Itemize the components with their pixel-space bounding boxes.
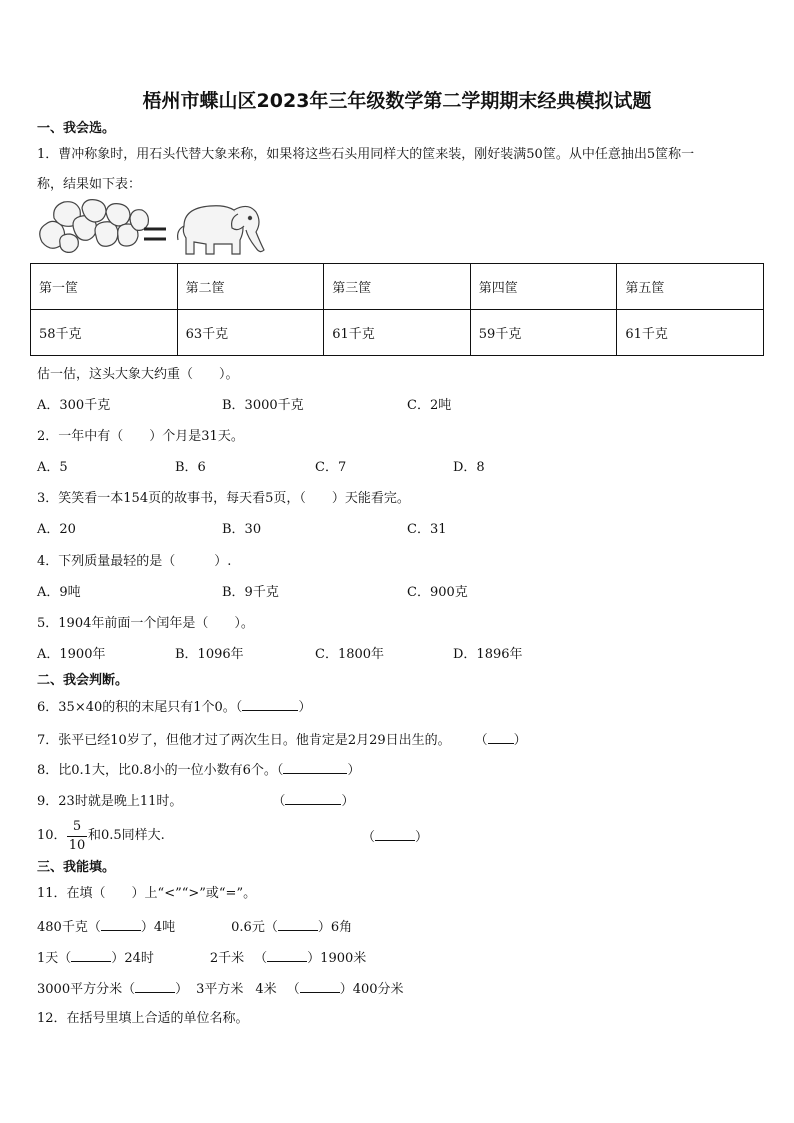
q1-option-a[interactable]: A．300千克 — [37, 398, 111, 413]
compare-blank[interactable] — [300, 980, 340, 993]
q1-option-c[interactable]: C．2吨 — [407, 398, 452, 413]
table-header-cell: 第四筐 — [470, 264, 617, 310]
table-cell: 61千克 — [617, 310, 764, 356]
question-4: 4．下列质量最轻的是（ ）. — [37, 554, 232, 569]
compare-left: 2千米 — [209, 951, 245, 966]
compare-row-3: 3000平方分米（ ） 3平方米 4米 （ ）400分米 — [37, 982, 404, 997]
q5-option-c[interactable]: C．1800年 — [315, 647, 385, 662]
q4-option-c[interactable]: C．900克 — [407, 585, 468, 600]
table-header-cell: 第二筐 — [177, 264, 324, 310]
compare-left: 4米 — [255, 982, 277, 997]
compare-right: 24时 — [124, 951, 154, 966]
compare-blank[interactable] — [135, 980, 175, 993]
question-10-answer: （ ） — [362, 830, 429, 845]
compare-blank[interactable] — [101, 918, 141, 931]
q3-option-c[interactable]: C．31 — [407, 522, 447, 537]
compare-blank[interactable] — [71, 949, 111, 962]
compare-row-1: 480千克（ ）4吨 0.6元（ ）6角 — [37, 920, 353, 935]
compare-right: 4吨 — [153, 920, 176, 935]
fraction-denominator: 10 — [68, 838, 86, 853]
q2-option-b[interactable]: B．6 — [175, 460, 206, 475]
compare-right: 400分米 — [352, 982, 404, 997]
question-7-text: 7．张平已经10岁了，但他才过了两次生日。他肯定是2月29日出生的。 — [37, 733, 451, 748]
question-12: 12．在括号里填上合适的单位名称。 — [37, 1011, 249, 1026]
q2-option-a[interactable]: A．5 — [37, 460, 68, 475]
question-5: 5．1904年前面一个闰年是（ ）。 — [37, 616, 254, 631]
section-heading-judge: 二、我会判断。 — [37, 673, 129, 688]
compare-blank[interactable] — [278, 918, 318, 931]
compare-left: 3000平方分米 — [37, 982, 123, 997]
table-cell: 61千克 — [324, 310, 471, 356]
compare-left: 480千克 — [37, 920, 88, 935]
table-cell: 58千克 — [31, 310, 178, 356]
q2-option-d[interactable]: D．8 — [453, 460, 485, 475]
table-cell: 63千克 — [177, 310, 324, 356]
question-6-text: 6．35×40的积的末尾只有1个0。 — [37, 700, 236, 715]
compare-left: 0.6元 — [231, 920, 265, 935]
stones-equals-elephant-illustration — [34, 196, 274, 262]
compare-row-2: 1天（ ）24时 2千米 （ ）1900米 — [37, 951, 367, 966]
elephant-icon — [178, 206, 264, 254]
question-9: 9．23时就是晚上11时。 （ ） — [37, 794, 355, 809]
question-2: 2．一年中有（ ）个月是31天。 — [37, 429, 244, 444]
question-8-text: 8．比0.1大，比0.8小的一位小数有6个。 — [37, 763, 277, 778]
table-cell: 59千克 — [470, 310, 617, 356]
answer-blank[interactable] — [283, 761, 347, 774]
question-8: 8．比0.1大，比0.8小的一位小数有6个。（ ） — [37, 763, 361, 778]
question-7: 7．张平已经10岁了，但他才过了两次生日。他肯定是2月29日出生的。 （ ） — [37, 733, 527, 748]
table-row — [31, 310, 764, 356]
question-10-prefix: 10． — [37, 828, 67, 843]
q2-option-c[interactable]: C．7 — [315, 460, 347, 475]
question-1-prompt: 估一估，这头大象大约重（ ）。 — [37, 367, 239, 382]
stones-pile-icon — [40, 200, 149, 253]
question-6: 6．35×40的积的末尾只有1个0。（ ） — [37, 700, 312, 715]
question-3: 3．笑笑看一本154页的故事书，每天看5页，（ ）天能看完。 — [37, 491, 410, 506]
weights-table — [30, 263, 764, 356]
q4-option-a[interactable]: A．9吨 — [37, 585, 81, 600]
answer-blank[interactable] — [375, 828, 415, 841]
compare-right: 6角 — [330, 920, 353, 935]
q5-option-d[interactable]: D．1896年 — [453, 647, 523, 662]
answer-blank[interactable] — [242, 698, 298, 711]
question-1-line-2: 称，结果如下表： — [37, 177, 142, 192]
table-header-cell: 第三筐 — [324, 264, 471, 310]
q3-option-b[interactable]: B．30 — [222, 522, 262, 537]
fraction-numerator: 5 — [67, 818, 87, 837]
table-header-cell: 第一筐 — [31, 264, 178, 310]
answer-blank[interactable] — [488, 731, 514, 744]
table-header-cell: 第五筐 — [617, 264, 764, 310]
q1-option-b[interactable]: B．3000千克 — [222, 398, 304, 413]
compare-right: 3平方米 — [196, 982, 244, 997]
q4-option-b[interactable]: B．9千克 — [222, 585, 279, 600]
compare-right: 1900米 — [320, 951, 367, 966]
section-heading-choose: 一、我会选。 — [37, 121, 116, 136]
compare-left: 1天 — [37, 951, 59, 966]
equals-sign-icon — [144, 229, 166, 239]
answer-blank[interactable] — [285, 792, 341, 805]
question-9-text: 9．23时就是晚上11时。 — [37, 794, 183, 809]
section-heading-fill: 三、我能填。 — [37, 860, 116, 875]
question-1-line-1: 1．曹冲称象时，用石头代替大象来称，如果将这些石头用同样大的筐来装，刚好装满50筐。从中任意抽出5筐称一 — [37, 147, 695, 162]
q5-option-b[interactable]: B．1096年 — [175, 647, 244, 662]
table-header-row — [31, 264, 764, 310]
fraction-five-tenths — [67, 818, 87, 855]
q5-option-a[interactable]: A．1900年 — [37, 647, 106, 662]
page-title: 梧州市蝶山区2023年三年级数学第二学期期末经典模拟试题 — [142, 90, 652, 112]
compare-blank[interactable] — [267, 949, 307, 962]
question-11: 11．在填（ ）上“<”“>”或“=”。 — [37, 886, 257, 901]
q3-option-a[interactable]: A．20 — [37, 522, 76, 537]
question-10-text: 和0.5同样大. — [88, 828, 165, 843]
